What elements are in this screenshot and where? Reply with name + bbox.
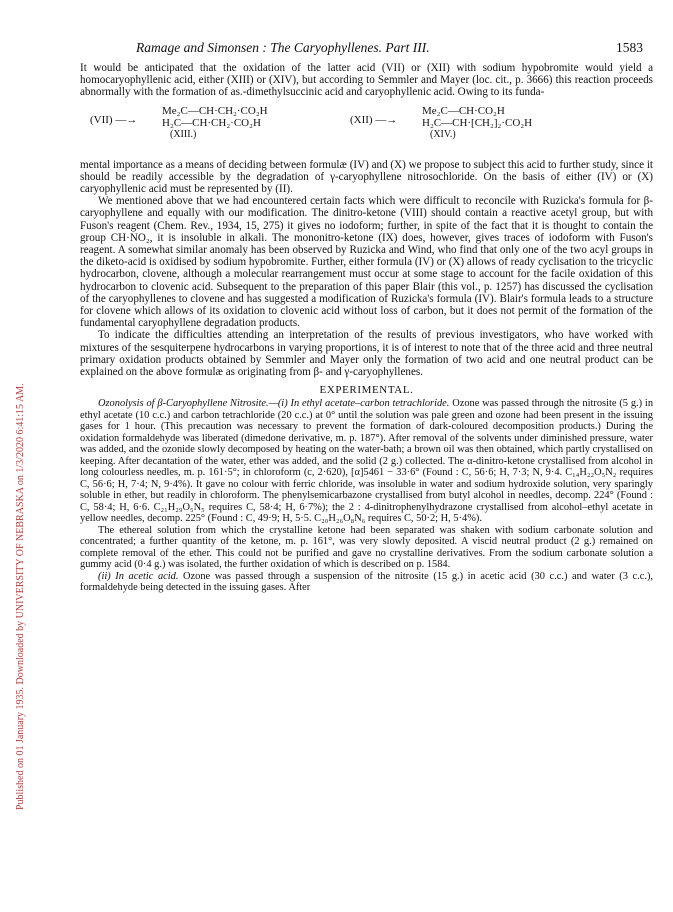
experimental-3-lead: (ii) In acetic acid. [98,570,179,582]
formula-xiv-label: (XII) —→ [350,113,398,126]
experimental-paragraph-1 [80,398,653,525]
paragraph-4: To indicate the difficulties attending an interpretation of the results of previous investigators, who have worked with mixtures of the sesquiterpene hydrocarbons in varying proportions, it is of interest to note that of the three acid and three neutral primary oxidation products obtained by Semmler and Mayer only the formation of two acid and one neutral product can be explained on the above formulæ as originating from β- and γ-caryophyllenes. [80,329,653,379]
formula-xiii-label: (VII) —→ [90,113,138,126]
paragraph-3: We mentioned above that we had encountered certain facts which were difficult to reconcile with Ruzicka's formula for β-caryophyllene and equally with our modification. The dinitro-ketone (VIII) should contain a reactive acetyl group, but with Fuson's reagent (Chem. Rev., 1934, 15, 275) it gives no iodoform; further, in spite of the fact that it is thought to contain the group CH·NO₂, it is insoluble in alkali. The mononitro-ketone (IX) does, however, gives traces of iodoform with Fuson's reagent. A somewhat similar anomaly has been observed by Ruzicka and Wind, who find that only one of the two acyl groups in the diketo-acid is oxidised by sodium hypobromite. Further, either formula (IV) or (X) allows of ready cyclisation to the tricyclic hydrocarbon, clovene, although a molecular rearrangement must occur at some stage to account for the facile oxidation of this hydrocarbon to clovenic acid. Subsequent to the preparation of this paper Blair (this vol., p. 1257) has discussed the cyclisation of the caryophyllenes to clovene and has suggested a modification of Ruzicka's formula (IV). Blair's formula leads to a structure for clovene which allows of its oxidation to clovenic acid without loss of carbon, but it does not permit of the formation of the fundamental caryophyllene degradation products. [80,195,653,330]
article-body [80,62,653,594]
experimental-paragraph-3 [80,571,653,594]
page-number: 1583 [616,40,643,55]
experimental-paragraph-2: The ethereal solution from which the crystalline ketone had been separated was shaken with sodium carbonate solution and concentrated; a further quantity of the ketone, m. p. 161°, was very slowly deposited. A viscid neutral product (2 g.) remained on complete removal of the ether. This could not be purified and gave no crystalline derivatives. From the sodium carbonate solution a gummy acid (0·4 g.) was isolated, the further oxidation of which is described on p. 1584. [80,524,653,571]
section-heading: EXPERIMENTAL. [319,384,414,397]
paragraph-1: It would be anticipated that the oxidation of the latter acid (VII) or (XII) with sodium hypobromite would yield a homocaryophyllenic acid, either (XIII) or (XIV), but according to Semmler and Mayer (loc. cit., p. 3666) this reaction proceeds abnormally with the formation of as.-dimethylsuccinic acid and caryophyllenic acid. Owing to its funda- [80,62,653,99]
experimental-3-text: Ozone was passed through a suspension of the nitrosite (15 g.) in acetic acid (30 c.c.) and water (3 c.c.), formaldehyde being detected in the issuing gases. After [80,570,654,594]
watermark-text: Published on 01 January 1935. Downloaded by UNIVERSITY OF NEBRASKA on 1/3/2020 6:41:15 AM. [15,383,26,810]
formula-scheme [80,103,653,157]
publication-watermark [4,90,26,810]
formula-xiv-number: (XIV.) [430,128,456,140]
formula-xiii-line2: H₂C—CH·CH₂·CO₂H [162,116,261,129]
paragraph-2: mental importance as a means of deciding between formulæ (IV) and (X) we propose to subject this acid to further study, since it should be readily accessible by the degradation of γ-caryophyllene nitrosochloride. On the basis of either (IV) or (X) caryophyllenic acid must be represented by (II). [80,158,653,196]
experimental-1-text: Ozone was passed through the nitrosite (5 g.) in ethyl acetate (10 c.c.) and carbon tetrachloride (20 c.c.) at 0° until the solution was pale green and ozone had been present in the issuing gases for 1 hour. (This precaution was necessary to prevent the formation of dark-coloured decomposition products.) During the oxidation formaldehyde was liberated (dimedone derivative, m. p. 187°). After removal of the solvents under diminished pressure, water was added, and the ozonide slowly decomposed by heating on the water-bath; a brown oil was then obtained, which partly crystallised on keeping. After decantation of the water, ether was added, and the solid (2 g.) collected. The α-dinitro-ketone crystallised from alcohol in long colourless needles, m. p. 161·5°; in chloroform (c, 2·620), [α]5461 − 33·6° (Found : C, 56·6; H, 7·3; N, 9·4. C₁₄H₂₂O₅N₂ requires C, 56·6; H, 7·4; N, 9·4%). It gave no colour with ferric chloride, was insoluble in water and sodium hydroxide solution, very sparingly soluble in ether, but readily in chloroform. The phenylsemicarbazone crystallised from butyl alcohol in needles, decomp. 224° (Found : C, 58·4; H, 6·6. C₂₁H₂₉O₅N₅ requires C, 58·4; H, 6·7%); the 2 : 4-dinitrophenylhydrazone crystallised from alcohol–ethyl acetate in yellow needles, decomp. 225° (Found : C, 49·9; H, 5·5. C₂₀H₂₆O₈N₆ requires C, 50·2; H, 5·4%). [80,398,654,525]
formula-xiii-number: (XIII.) [170,128,197,140]
formula-xiv-line1: Me₂C—CH·CO₂H [422,104,505,117]
experimental-1-lead: Ozonolysis of β-Caryophyllene Nitrosite.—(i) In ethyl acetate–carbon tetrachloride. [98,398,450,410]
running-title: Ramage and Simonsen : The Caryophyllenes. Part III. [136,40,430,55]
formula-xiii-line1: Me₂C—CH·CH₂·CO₂H [162,104,268,117]
formula-xiv-line2: H₂C—CH·[CH₂]₂·CO₂H [422,116,533,129]
